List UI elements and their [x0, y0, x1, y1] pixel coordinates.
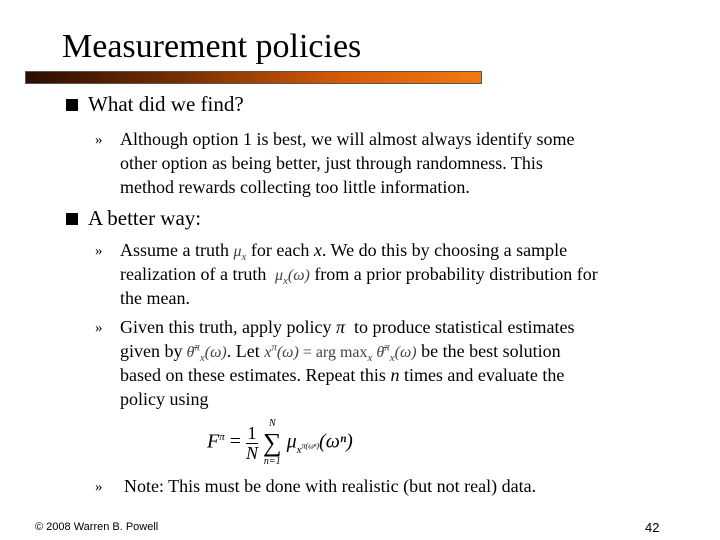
- mu: μ: [233, 243, 242, 260]
- sub-bullet-icon: »: [95, 243, 103, 259]
- math-mu-x-omega: [271, 267, 310, 288]
- subscript: x: [282, 275, 288, 288]
- argument: (ωⁿ): [319, 430, 353, 453]
- mu: μ: [286, 430, 297, 453]
- page-number: 42: [645, 520, 660, 535]
- text: be the best solution: [421, 341, 561, 361]
- text: Given this truth, apply policy: [120, 317, 332, 337]
- subsubscript: π(ωⁿ): [301, 440, 320, 450]
- square-bullet-icon: [66, 213, 78, 225]
- subscript: x: [367, 352, 373, 365]
- sub-bullet-line: method rewards collecting too little information.: [120, 177, 470, 197]
- math-theta: [183, 341, 227, 365]
- text: to produce statistical estimates: [354, 317, 575, 337]
- sub-bullet-line: [120, 240, 567, 263]
- sub-bullet-line: [120, 341, 561, 364]
- superscript-pi: π: [219, 430, 225, 443]
- sum-symbol: ∑: [263, 428, 282, 457]
- math-x: x: [313, 240, 322, 260]
- copyright-footer: © 2008 Warren B. Powell: [35, 521, 159, 533]
- fraction: [246, 424, 258, 463]
- text: realization of a truth: [120, 264, 267, 284]
- sub-bullet-line: Although option 1 is best, we will almost always identify some: [120, 129, 575, 149]
- omega: (ω): [204, 344, 227, 361]
- bullet-a-better-way: A better way:: [88, 206, 202, 230]
- omega: (ω): [287, 267, 310, 284]
- superscript: π: [194, 341, 200, 354]
- math-n: n: [390, 365, 400, 385]
- sub-bullet-icon: »: [95, 132, 103, 148]
- omega: (ω): [394, 344, 417, 361]
- sub-bullet-icon: »: [95, 320, 103, 336]
- argmax: = arg max: [302, 344, 368, 361]
- text: for each: [250, 240, 310, 260]
- text: . Let: [226, 341, 260, 361]
- sum-upper: N: [268, 418, 276, 429]
- sub-bullet-icon: »: [95, 479, 103, 495]
- x: x: [264, 344, 272, 361]
- sub-bullet-line: [120, 264, 598, 287]
- text: times and evaluate the: [403, 365, 565, 385]
- sub-bullet-line: policy using: [120, 389, 209, 409]
- omega: (ω): [276, 344, 299, 361]
- slide-title: Measurement policies: [62, 28, 362, 65]
- subscript: x: [199, 352, 205, 365]
- F: F: [207, 430, 220, 453]
- numerator: 1: [247, 422, 257, 443]
- sub-bullet-line: [120, 317, 574, 338]
- math-pi: π: [335, 317, 346, 337]
- superscript: π: [384, 341, 390, 354]
- mu: μ: [274, 267, 283, 284]
- subscript: x: [389, 352, 395, 365]
- sub-bullet-line: other option as being better, just through randomness. This: [120, 153, 543, 173]
- math-mu-x: [233, 243, 247, 264]
- bullet-what-did-we-find: What did we find?: [88, 92, 244, 116]
- text: . We do this by choosing a sample: [321, 240, 568, 260]
- subscript: x: [296, 443, 302, 456]
- summation: [263, 418, 282, 468]
- text: from a prior probability distribution for: [314, 264, 598, 284]
- math-argmax: [264, 341, 417, 365]
- theta: θ̄: [376, 344, 385, 361]
- text: Assume a truth: [120, 240, 229, 260]
- denominator: N: [246, 442, 259, 463]
- sub-bullet-line: Note: This must be done with realistic (but not real) data.: [124, 476, 537, 496]
- superscript: π: [271, 341, 277, 354]
- theta: θ̄: [186, 344, 195, 361]
- subscript: x: [241, 251, 247, 264]
- equals: =: [229, 430, 242, 453]
- policy-evaluation-formula: [207, 418, 353, 468]
- sum-lower: n=1: [263, 456, 281, 467]
- text: based on these estimates. Repeat this: [120, 365, 386, 385]
- square-bullet-icon: [66, 99, 78, 111]
- text: given by: [120, 341, 183, 361]
- sub-bullet-line: [120, 365, 564, 386]
- title-underline-bar: [25, 71, 482, 84]
- sub-bullet-line: the mean.: [120, 288, 190, 308]
